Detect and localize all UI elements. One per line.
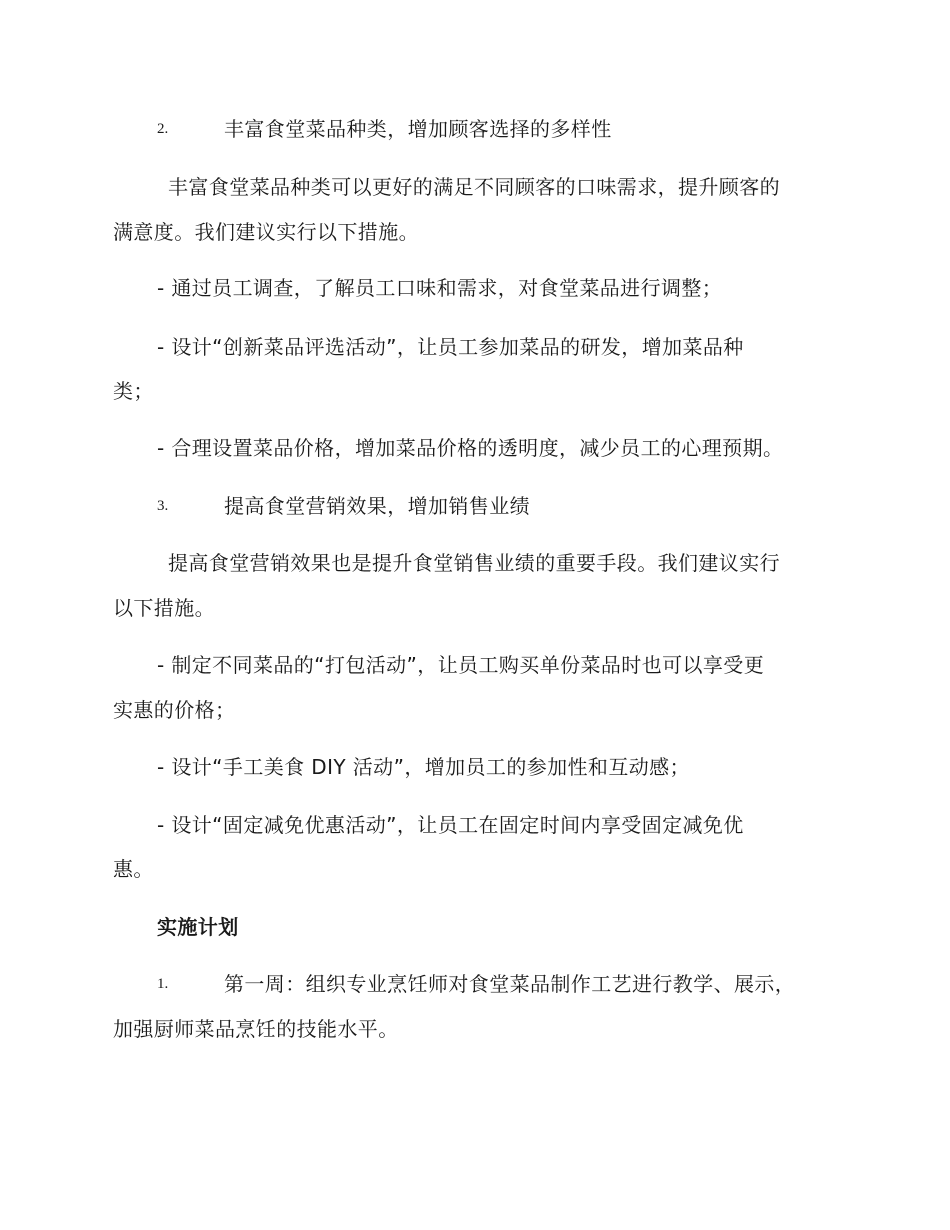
section-heading: 提高食堂营销效果，增加销售业绩 xyxy=(224,494,530,518)
list-number: 1. xyxy=(157,976,169,992)
bullet-item-continuation: 惠。 xyxy=(113,857,154,881)
paragraph-line: 以下措施。 xyxy=(113,596,215,620)
bullet-item: - 设计“创新菜品评选活动”，让员工参加菜品的研发，增加菜品种 xyxy=(157,335,744,359)
list-number: 2. xyxy=(157,121,169,137)
paragraph-line: 满意度。我们建议实行以下措施。 xyxy=(113,220,419,244)
paragraph-line: 提高食堂营销效果也是提升食堂销售业绩的重要手段。我们建议实行 xyxy=(168,551,780,575)
plan-item-continuation: 加强厨师菜品烹饪的技能水平。 xyxy=(113,1017,399,1041)
list-number: 3. xyxy=(157,498,169,514)
bullet-item: - 通过员工调查，了解员工口味和需求，对食堂菜品进行调整； xyxy=(157,276,723,300)
bullet-item: - 合理设置菜品价格，增加菜品价格的透明度，减少员工的心理预期。 xyxy=(157,436,784,460)
bullet-item: - 设计“固定减免优惠活动”，让员工在固定时间内享受固定减免优 xyxy=(157,813,744,837)
bullet-item: - 制定不同菜品的“打包活动”，让员工购买单份菜品时也可以享受更 xyxy=(157,653,765,677)
bullet-item-continuation: 实惠的价格； xyxy=(113,698,236,722)
section-heading: 丰富食堂菜品种类，增加顾客选择的多样性 xyxy=(224,117,612,141)
plan-item: 第一周：组织专业烹饪师对食堂菜品制作工艺进行教学、展示， xyxy=(224,972,796,996)
plan-title: 实施计划 xyxy=(157,915,239,939)
bullet-item: - 设计“手工美食 DIY 活动”，增加员工的参加性和互动感； xyxy=(157,755,690,779)
bullet-item-continuation: 类； xyxy=(113,379,154,403)
paragraph-line: 丰富食堂菜品种类可以更好的满足不同顾客的口味需求，提升顾客的 xyxy=(168,175,780,199)
